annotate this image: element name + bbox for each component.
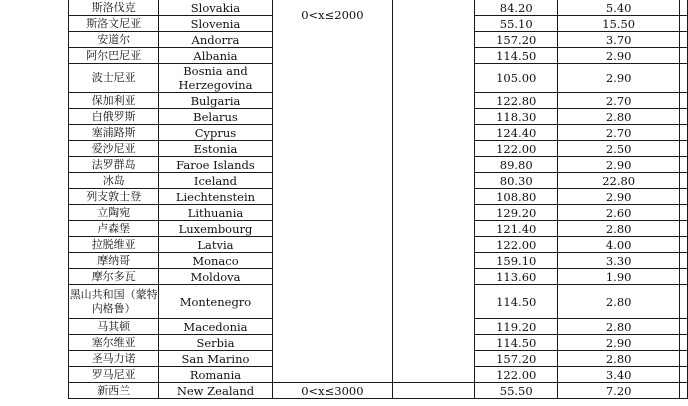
- cell-chinese-name: 斯洛文尼亚: [69, 16, 159, 32]
- cell-trailing: [680, 335, 688, 351]
- cell-value-1: 129.20: [475, 205, 558, 221]
- table-row: [69, 383, 688, 399]
- cell-trailing: [680, 189, 688, 205]
- cell-value-2: 2.90: [558, 189, 680, 205]
- cell-value-2: 2.80: [558, 285, 680, 319]
- cell-chinese-name: 摩尔多瓦: [69, 269, 159, 285]
- cell-trailing: [680, 157, 688, 173]
- cell-value-1: 105.00: [475, 64, 558, 93]
- cell-value-1: 159.10: [475, 253, 558, 269]
- cell-english-name: Macedonia: [159, 319, 272, 335]
- cell-trailing: [680, 269, 688, 285]
- cell-trailing: [680, 285, 688, 319]
- cell-chinese-name: 卢森堡: [69, 221, 159, 237]
- cell-value-1: 122.80: [475, 93, 558, 109]
- cell-chinese-name: 冰岛: [69, 173, 159, 189]
- cell-chinese-name: 塞浦路斯: [69, 125, 159, 141]
- cell-trailing: [680, 237, 688, 253]
- cell-english-name: Liechtenstein: [159, 189, 272, 205]
- cell-english-name: Belarus: [159, 109, 272, 125]
- cell-chinese-name: 列支敦士登: [69, 189, 159, 205]
- cell-english-name: Luxembourg: [159, 221, 272, 237]
- cell-chinese-name: 拉脱维亚: [69, 237, 159, 253]
- cell-value-1: 157.20: [475, 351, 558, 367]
- cell-chinese-name: 白俄罗斯: [69, 109, 159, 125]
- cell-english-name: Albania: [159, 48, 272, 64]
- cell-english-name: Romania: [159, 367, 272, 383]
- cell-english-name: Moldova: [159, 269, 272, 285]
- cell-trailing: [680, 16, 688, 32]
- cell-empty: [393, 383, 475, 399]
- cell-trailing: [680, 205, 688, 221]
- cell-trailing: [680, 48, 688, 64]
- cell-value-1: 114.50: [475, 48, 558, 64]
- cell-value-2: 2.90: [558, 335, 680, 351]
- cell-chinese-name: 黑山共和国（蒙特内格鲁）: [69, 285, 159, 319]
- cell-value-1: 114.50: [475, 285, 558, 319]
- cell-english-name: Serbia: [159, 335, 272, 351]
- cell-value-2: 15.50: [558, 16, 680, 32]
- cell-value-1: 119.20: [475, 319, 558, 335]
- cell-english-name: Slovenia: [159, 16, 272, 32]
- cell-value-1: 89.80: [475, 157, 558, 173]
- cell-value-2: 2.80: [558, 221, 680, 237]
- cell-english-name: Andorra: [159, 32, 272, 48]
- cell-english-name: Slovakia: [159, 0, 272, 16]
- cell-english-name: Cyprus: [159, 125, 272, 141]
- cell-empty: [393, 0, 475, 383]
- cell-value-1: 113.60: [475, 269, 558, 285]
- cell-value-1: 122.00: [475, 367, 558, 383]
- cell-value-2: 2.80: [558, 351, 680, 367]
- cell-trailing: [680, 173, 688, 189]
- cell-chinese-name: 爱沙尼亚: [69, 141, 159, 157]
- cell-value-2: 2.90: [558, 64, 680, 93]
- cell-value-2: 2.70: [558, 93, 680, 109]
- cell-chinese-name: 马其顿: [69, 319, 159, 335]
- cell-trailing: [680, 351, 688, 367]
- cell-value-1: 84.20: [475, 0, 558, 16]
- cell-value-2: 2.50: [558, 141, 680, 157]
- cell-value-1: 122.00: [475, 237, 558, 253]
- cell-trailing: [680, 109, 688, 125]
- cell-english-name: Bulgaria: [159, 93, 272, 109]
- cell-value-2: 2.60: [558, 205, 680, 221]
- cell-value-1: 121.40: [475, 221, 558, 237]
- cell-trailing: [680, 383, 688, 399]
- cell-chinese-name: 摩纳哥: [69, 253, 159, 269]
- cell-value-1: 55.10: [475, 16, 558, 32]
- cell-chinese-name: 安道尔: [69, 32, 159, 48]
- cell-trailing: [680, 367, 688, 383]
- cell-english-name: New Zealand: [159, 383, 272, 399]
- cell-chinese-name: 罗马尼亚: [69, 367, 159, 383]
- cell-value-2: 2.70: [558, 125, 680, 141]
- cell-value-2: 2.90: [558, 48, 680, 64]
- cell-value-1: 122.00: [475, 141, 558, 157]
- cell-trailing: [680, 253, 688, 269]
- cell-value-1: 124.40: [475, 125, 558, 141]
- cell-value-1: 108.80: [475, 189, 558, 205]
- cell-trailing: [680, 221, 688, 237]
- cell-english-name: Lithuania: [159, 205, 272, 221]
- table-row: [69, 0, 688, 16]
- cell-value-2: 2.90: [558, 157, 680, 173]
- cell-value-2: 3.30: [558, 253, 680, 269]
- cell-trailing: [680, 93, 688, 109]
- cell-range: 0<x≤2000: [272, 0, 393, 383]
- cell-english-name: Faroe Islands: [159, 157, 272, 173]
- cell-english-name: Estonia: [159, 141, 272, 157]
- cell-value-2: 2.80: [558, 319, 680, 335]
- cell-value-1: 80.30: [475, 173, 558, 189]
- cell-trailing: [680, 141, 688, 157]
- cell-value-1: 118.30: [475, 109, 558, 125]
- cell-chinese-name: 立陶宛: [69, 205, 159, 221]
- cell-english-name: Montenegro: [159, 285, 272, 319]
- cell-value-1: 114.50: [475, 335, 558, 351]
- cell-english-name: Monaco: [159, 253, 272, 269]
- cell-value-2: 2.80: [558, 109, 680, 125]
- cell-trailing: [680, 32, 688, 48]
- country-table-body: [69, 0, 688, 399]
- cell-chinese-name: 塞尔维亚: [69, 335, 159, 351]
- cell-chinese-name: 新西兰: [69, 383, 159, 399]
- cell-value-2: 3.70: [558, 32, 680, 48]
- cell-english-name: Bosnia and Herzegovina: [159, 64, 272, 93]
- cell-chinese-name: 法罗群岛: [69, 157, 159, 173]
- cell-trailing: [680, 125, 688, 141]
- cell-chinese-name: 保加利亚: [69, 93, 159, 109]
- cell-value-1: 157.20: [475, 32, 558, 48]
- cell-value-2: 5.40: [558, 0, 680, 16]
- cell-chinese-name: 阿尔巴尼亚: [69, 48, 159, 64]
- cell-value-2: 4.00: [558, 237, 680, 253]
- cell-value-2: 3.40: [558, 367, 680, 383]
- cell-value-2: 22.80: [558, 173, 680, 189]
- cell-value-2: 7.20: [558, 383, 680, 399]
- cell-range: 0<x≤3000: [272, 383, 393, 399]
- cell-chinese-name: 波士尼亚: [69, 64, 159, 93]
- cell-english-name: Iceland: [159, 173, 272, 189]
- cell-trailing: [680, 319, 688, 335]
- cell-english-name: Latvia: [159, 237, 272, 253]
- cell-trailing: [680, 64, 688, 93]
- country-table: [68, 0, 688, 399]
- cell-english-name: San Marino: [159, 351, 272, 367]
- cell-chinese-name: 圣马力诺: [69, 351, 159, 367]
- cell-value-1: 55.50: [475, 383, 558, 399]
- cell-value-2: 1.90: [558, 269, 680, 285]
- cell-chinese-name: 斯洛伐克: [69, 0, 159, 16]
- cell-trailing: [680, 0, 688, 16]
